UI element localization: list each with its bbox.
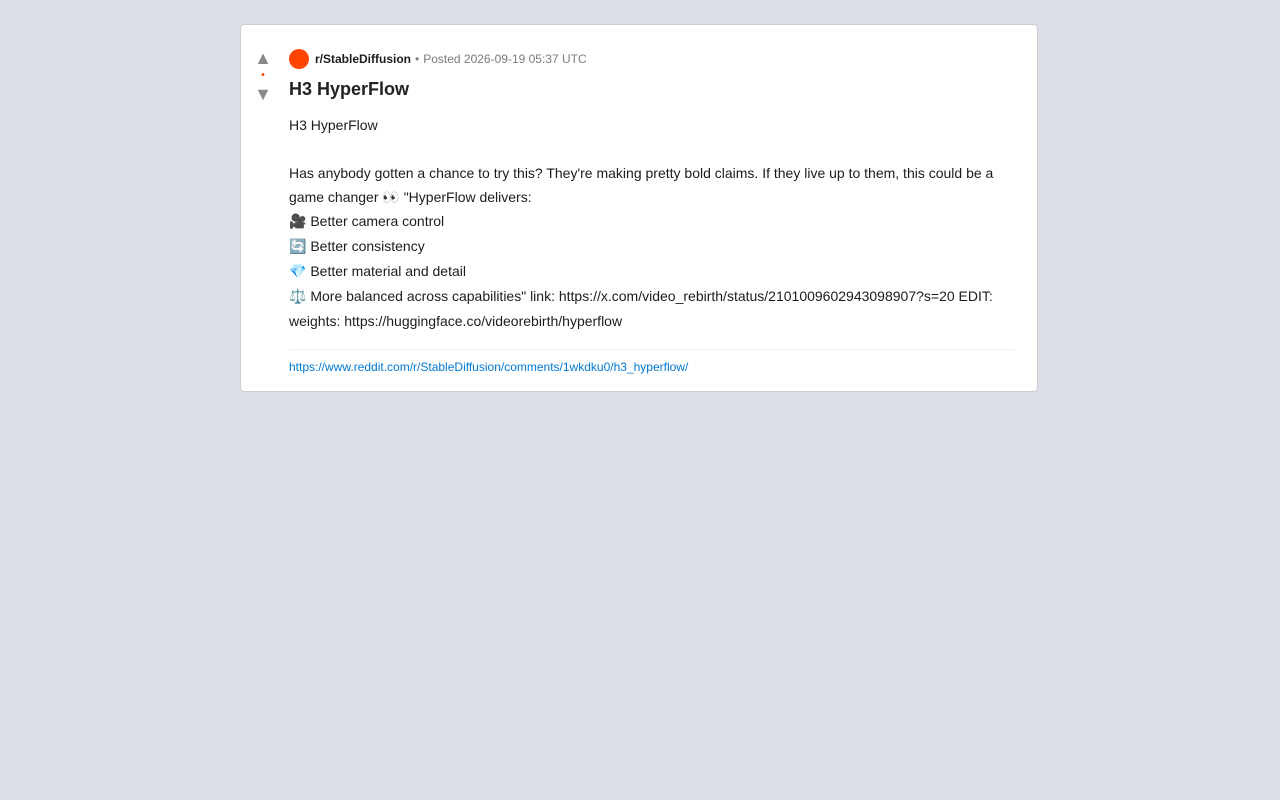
vote-score: •	[261, 70, 265, 81]
vote-column	[253, 49, 273, 103]
list-item	[289, 209, 1015, 234]
post-timestamp: Posted 2026-09-19 05:37 UTC	[423, 52, 587, 66]
post-card	[240, 24, 1038, 392]
body-line: H3 HyperFlow	[289, 117, 378, 133]
body-paragraph: Has anybody gotten a chance to try this? They're making pretty bold claims. If they live up to them, this could be a game changer 👀 "HyperFlow delivers:	[289, 165, 994, 205]
upvote-icon[interactable]: ▲	[254, 48, 272, 68]
meta-separator: •	[415, 52, 420, 66]
post-body	[289, 113, 1015, 333]
list-item	[289, 284, 1015, 333]
list-item-text: Better material and detail	[310, 263, 466, 279]
list-item-text: Better consistency	[310, 238, 425, 254]
list-item-text: Better camera control	[310, 213, 445, 229]
post-title[interactable]: H3 HyperFlow	[289, 79, 410, 99]
subreddit-icon[interactable]	[289, 49, 309, 69]
list-item	[289, 234, 1015, 259]
list-item	[289, 259, 1015, 284]
post-meta	[289, 49, 1015, 69]
video-camera-icon: 🎥	[289, 214, 307, 230]
list-item-text: More balanced across capabilities" link: https://x.com/video_rebirth/status/2101009602943098907?s=20 EDIT: weights: https://huggingface.co/videorebirth/hyperflow	[289, 288, 993, 329]
post-content	[289, 49, 1015, 375]
subreddit-link[interactable]: r/StableDiffusion	[315, 52, 412, 66]
balance-scale-icon: ⚖️	[289, 289, 307, 305]
refresh-icon: 🔄	[289, 239, 307, 255]
permalink-link[interactable]: https://www.reddit.com/r/StableDiffusion/comments/1wkdku0/h3_hyperflow/	[289, 360, 689, 374]
post-footer	[289, 349, 1015, 375]
gem-icon: 💎	[289, 264, 307, 280]
downvote-icon[interactable]: ▼	[254, 84, 272, 104]
paragraph-gap	[289, 137, 1015, 161]
